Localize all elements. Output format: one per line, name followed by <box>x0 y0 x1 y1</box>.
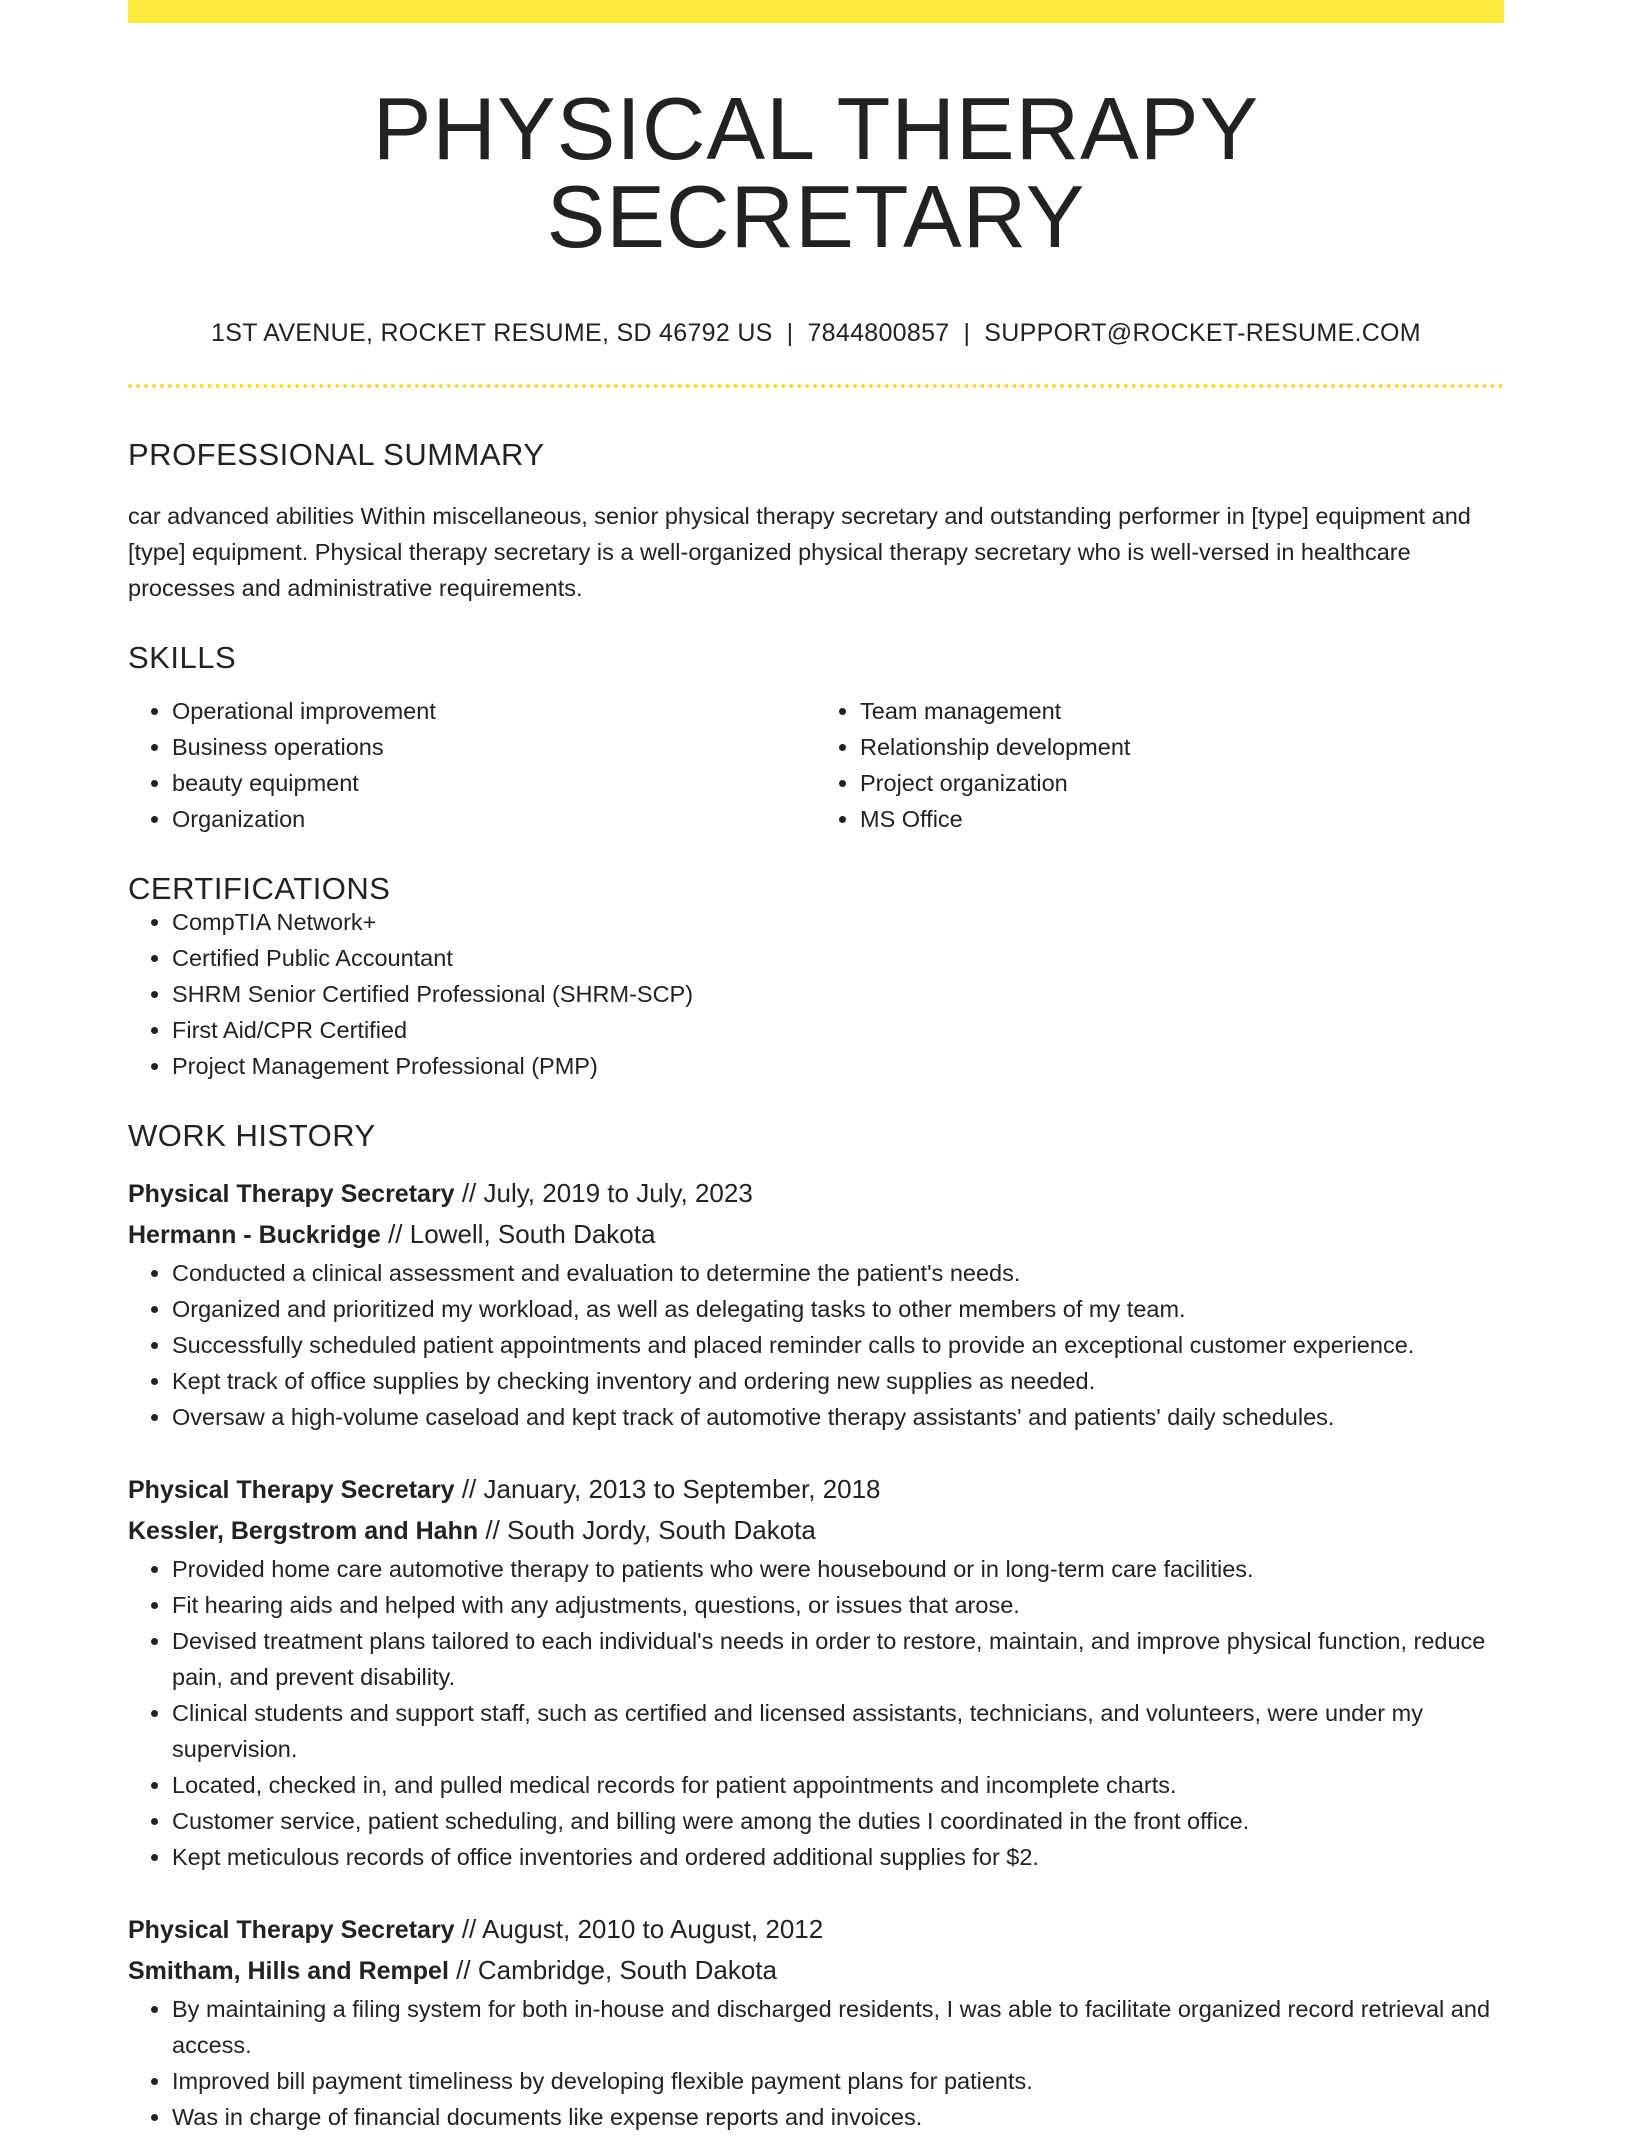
skill-item: • Business operations <box>172 729 816 765</box>
work-history-heading: WORK HISTORY <box>128 1118 376 1153</box>
top-accent-bar <box>128 0 1504 23</box>
job-bullet: • Kept meticulous records of office inventories and ordered additional supplies for $2. <box>172 1839 1504 1875</box>
resume-title: PHYSICAL THERAPY SECRETARY <box>372 79 1260 266</box>
job-entry <box>128 1909 1504 2135</box>
job-bullet: • Oversaw a high-volume caseload and kept track of automotive therapy assistants' and patients' daily schedules. <box>172 1399 1504 1435</box>
job-role-line <box>128 1469 1504 1510</box>
job-entry <box>128 1173 1504 1435</box>
job-bullet: • Successfully scheduled patient appointments and placed reminder calls to provide an exceptional customer experience. <box>172 1327 1504 1363</box>
job-role: Physical Therapy Secretary <box>128 1476 455 1504</box>
job-company-line <box>128 1214 1504 1255</box>
job-location: // Cambridge, South Dakota <box>456 1955 777 1985</box>
job-bullet: • Customer service, patient scheduling, and billing were among the duties I coordinated in the front office. <box>172 1803 1504 1839</box>
job-dates: // January, 2013 to September, 2018 <box>461 1474 881 1504</box>
job-bullets <box>128 1255 1504 1435</box>
job-role-line <box>128 1173 1504 1214</box>
skill-item: • Team management <box>860 693 1504 729</box>
job-dates: // August, 2010 to August, 2012 <box>461 1914 824 1944</box>
skills-right-list <box>816 693 1504 837</box>
summary-heading: PROFESSIONAL SUMMARY <box>128 437 545 472</box>
skills-grid <box>128 693 1504 837</box>
certifications-heading: CERTIFICATIONS <box>128 871 391 906</box>
summary-text: car advanced abilities Within miscellaneous, senior physical therapy secretary and outstanding performer in [type] equipment and [type] equipment. Physical therapy secretary is a well-organized physical therapy secretary who is well-versed in healthcare processes and administrative requirements. <box>128 503 1471 601</box>
certification-item: • Project Management Professional (PMP) <box>172 1048 1504 1084</box>
contact-separator: | <box>786 319 794 347</box>
job-bullet: • Conducted a clinical assessment and evaluation to determine the patient's needs. <box>172 1255 1504 1291</box>
skills-heading: SKILLS <box>128 640 237 675</box>
job-bullet: • By maintaining a filing system for both in-house and discharged residents, I was able to facilitate organized record retrieval and access. <box>172 1991 1504 2063</box>
job-dates: // July, 2019 to July, 2023 <box>461 1178 753 1208</box>
skill-item: • Project organization <box>860 765 1504 801</box>
contact-phone: 7844800857 <box>807 319 950 347</box>
job-bullet: • Organized and prioritized my workload, as well as delegating tasks to other members of my team. <box>172 1291 1504 1327</box>
certification-item: • SHRM Senior Certified Professional (SHRM-SCP) <box>172 976 1504 1012</box>
job-bullet: • Kept track of office supplies by checking inventory and ordering new supplies as needed. <box>172 1363 1504 1399</box>
certification-item: • Certified Public Accountant <box>172 940 1504 976</box>
job-company: Smitham, Hills and Rempel <box>128 1957 449 1985</box>
job-bullet: • Located, checked in, and pulled medical records for patient appointments and incomplete charts. <box>172 1767 1504 1803</box>
contact-separator: | <box>963 319 971 347</box>
dotted-divider <box>128 384 1504 388</box>
certification-item: • First Aid/CPR Certified <box>172 1012 1504 1048</box>
contact-address: 1ST AVENUE, ROCKET RESUME, SD 46792 US <box>211 319 773 347</box>
skills-left-list <box>128 693 816 837</box>
job-bullets <box>128 1991 1504 2135</box>
job-bullet: • Was in charge of financial documents like expense reports and invoices. <box>172 2099 1504 2135</box>
job-bullet: • Improved bill payment timeliness by developing flexible payment plans for patients. <box>172 2063 1504 2099</box>
job-role: Physical Therapy Secretary <box>128 1916 455 1944</box>
job-bullets <box>128 1551 1504 1875</box>
job-company-line <box>128 1950 1504 1991</box>
certifications-list <box>128 904 1504 1084</box>
job-company: Hermann - Buckridge <box>128 1221 381 1249</box>
job-company-line <box>128 1510 1504 1551</box>
job-role: Physical Therapy Secretary <box>128 1180 455 1208</box>
contact-line <box>128 319 1504 348</box>
job-location: // South Jordy, South Dakota <box>485 1515 816 1545</box>
job-role-line <box>128 1909 1504 1950</box>
job-entry <box>128 1469 1504 1875</box>
job-location: // Lowell, South Dakota <box>388 1219 656 1249</box>
job-bullet: • Devised treatment plans tailored to each individual's needs in order to restore, maintain, and improve physical function, reduce pain, and prevent disability. <box>172 1623 1504 1695</box>
job-bullet: • Clinical students and support staff, such as certified and licensed assistants, technicians, and volunteers, were under my supervision. <box>172 1695 1504 1767</box>
job-bullet: • Fit hearing aids and helped with any adjustments, questions, or issues that arose. <box>172 1587 1504 1623</box>
skill-item: • Relationship development <box>860 729 1504 765</box>
job-bullet: • Provided home care automotive therapy to patients who were housebound or in long-term care facilities. <box>172 1551 1504 1587</box>
resume-page <box>128 0 1504 2135</box>
skill-item: • MS Office <box>860 801 1504 837</box>
skill-item: • Organization <box>172 801 816 837</box>
job-company: Kessler, Bergstrom and Hahn <box>128 1517 479 1545</box>
skill-item: • Operational improvement <box>172 693 816 729</box>
contact-email: SUPPORT@ROCKET-RESUME.COM <box>984 319 1421 347</box>
skill-item: • beauty equipment <box>172 765 816 801</box>
certification-item: • CompTIA Network+ <box>172 904 1504 940</box>
